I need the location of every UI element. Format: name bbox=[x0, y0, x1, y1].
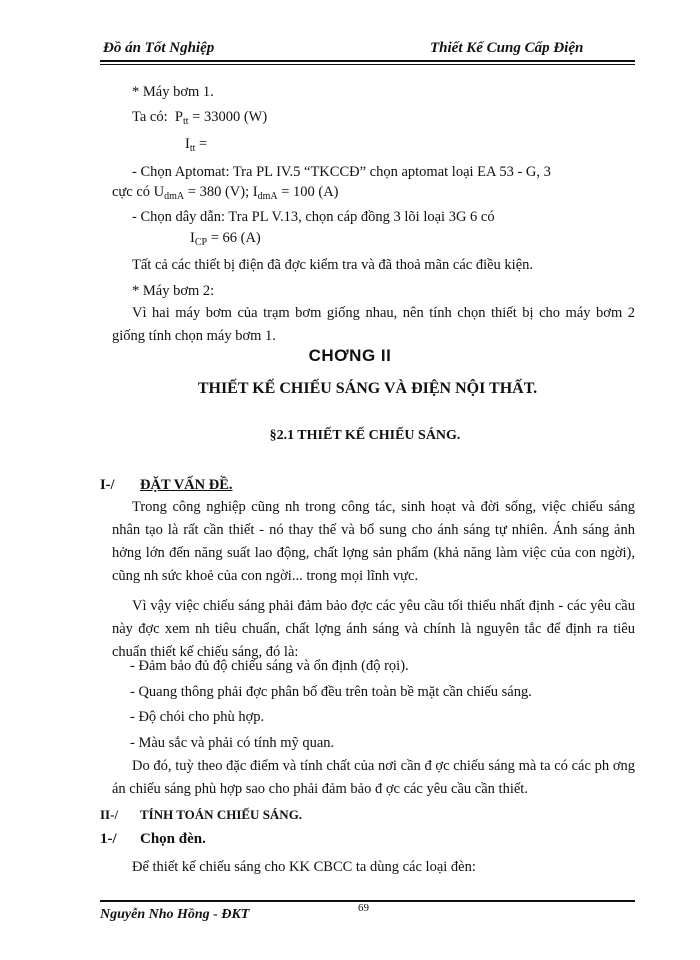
taco-label: Ta có: bbox=[132, 109, 168, 125]
cable-icp-symbol: I bbox=[190, 230, 195, 246]
part2-sub-title: Chọn đèn. bbox=[140, 831, 206, 847]
section-title: §2.1 THIẾT KẾ CHIẾU SÁNG. bbox=[269, 428, 461, 443]
criteria-item-2: - Quang thông phải đợc phân bố đều trên toàn bề mặt cần chiếu sáng. bbox=[130, 684, 532, 700]
cable-icp-sub: CP bbox=[194, 237, 208, 248]
criteria-item-1: - Đảm bảo đủ độ chiếu sáng và ổn định (độ rọi). bbox=[130, 658, 409, 674]
part2-title: TÍNH TOÁN CHIẾU SÁNG. bbox=[140, 807, 303, 822]
part1-para1: Trong công nghiệp cũng nh trong công tác, sinh hoạt và đời sống, việc chiếu sáng nhân tạo là rất cần thiết - nó thay thế và bổ sung cho ánh sáng tự nhiên. Ánh sáng ảnh hởng lớn đến năng suất lao động, chất lợng sản phẩm (khả năng làm việc của con ngời), cũng nh sức khoẻ của con ngời... trong mọi lĩnh vực. bbox=[112, 499, 635, 584]
pump1-check-text: Tất cả các thiết bị điện đã đợc kiểm tra và đã thoả mãn các điều kiện. bbox=[132, 257, 534, 273]
part2-sub-number: 1-/ bbox=[100, 831, 117, 847]
chapter-label: CHƠNG II bbox=[308, 346, 392, 365]
cable-line-2 bbox=[190, 229, 261, 252]
part1-number: I-/ bbox=[100, 477, 115, 493]
aptomat-line-2 bbox=[112, 183, 339, 206]
part2-number: II-/ bbox=[100, 807, 119, 822]
aptomat-line-1: - Chọn Aptomat: Tra PL IV.5 “TKCCĐ” chọn aptomat loại EA 53 - G, 3 bbox=[132, 164, 551, 180]
aptomat-text-a: cực có U bbox=[112, 184, 165, 200]
ptt-subscript: tt bbox=[182, 116, 189, 127]
criteria-item-3: - Độ chói cho phù hợp. bbox=[130, 709, 265, 725]
cable-line-1: - Chọn dây dẫn: Tra PL V.13, chọn cáp đồng 3 lõi loại 3G 6 có bbox=[132, 209, 495, 225]
part1-title: ĐẶT VẤN ĐỀ. bbox=[140, 477, 233, 493]
criteria-item-4: - Màu sắc và phải có tính mỹ quan. bbox=[130, 735, 335, 751]
header-rule bbox=[100, 60, 635, 62]
cable-icp-value: = 66 (A) bbox=[207, 230, 261, 246]
pump2-heading: * Máy bơm 2: bbox=[132, 283, 215, 299]
footer-author: Nguyễn Nho Hồng - ĐKT bbox=[100, 907, 250, 922]
header-left-title: Đồ án Tốt Nghiệp bbox=[103, 40, 215, 56]
pump1-itt-line bbox=[185, 135, 207, 158]
ptt-symbol: P bbox=[174, 109, 183, 125]
itt-subscript: tt bbox=[189, 143, 196, 154]
aptomat-text-c: = 380 (V); I bbox=[184, 184, 258, 200]
header-right-title: Thiết Kế Cung Cấp Điện bbox=[430, 40, 584, 56]
pump1-ptt-line bbox=[132, 108, 267, 131]
ptt-value: = 33000 (W) bbox=[188, 109, 268, 125]
aptomat-sub-i: dmA bbox=[257, 191, 278, 202]
aptomat-text-e: = 100 (A) bbox=[277, 184, 339, 200]
part1-para3: Do đó, tuỳ theo đặc điểm và tính chất của nơi cần đ ợc chiếu sáng mà ta có các ph ơng án chiếu sáng phù hợp sao cho phải đảm bảo đ ợc các yêu cầu cần thiết. bbox=[112, 758, 635, 797]
part2-text: Để thiết kế chiếu sáng cho KK CBCC ta dùng các loại đèn: bbox=[132, 859, 476, 875]
itt-symbol: I bbox=[185, 136, 190, 152]
part1-para2: Vì vậy việc chiếu sáng phải đảm bảo đợc các yêu cầu tối thiểu nhất định - các yêu cầu này đợc xem nh tiêu chuẩn, chất lợng ánh sáng và chính là nguyên tắc để định ra tiêu chuẩn thiết kế chiếu sáng, đó là: bbox=[112, 598, 635, 660]
itt-value: = bbox=[195, 136, 208, 152]
aptomat-sub-u: dmA bbox=[164, 191, 185, 202]
pump1-heading: * Máy bơm 1. bbox=[132, 84, 214, 100]
chapter-title: THIẾT KẾ CHIẾU SÁNG VÀ ĐIỆN NỘI THẤT. bbox=[197, 380, 538, 397]
page-number: 69 bbox=[358, 902, 369, 914]
pump2-text: Vì hai máy bơm của trạm bơm giống nhau, nên tính chọn thiết bị cho máy bơm 2 giống tính chọn máy bơm 1. bbox=[112, 305, 635, 344]
header-rule-thin bbox=[100, 64, 635, 65]
